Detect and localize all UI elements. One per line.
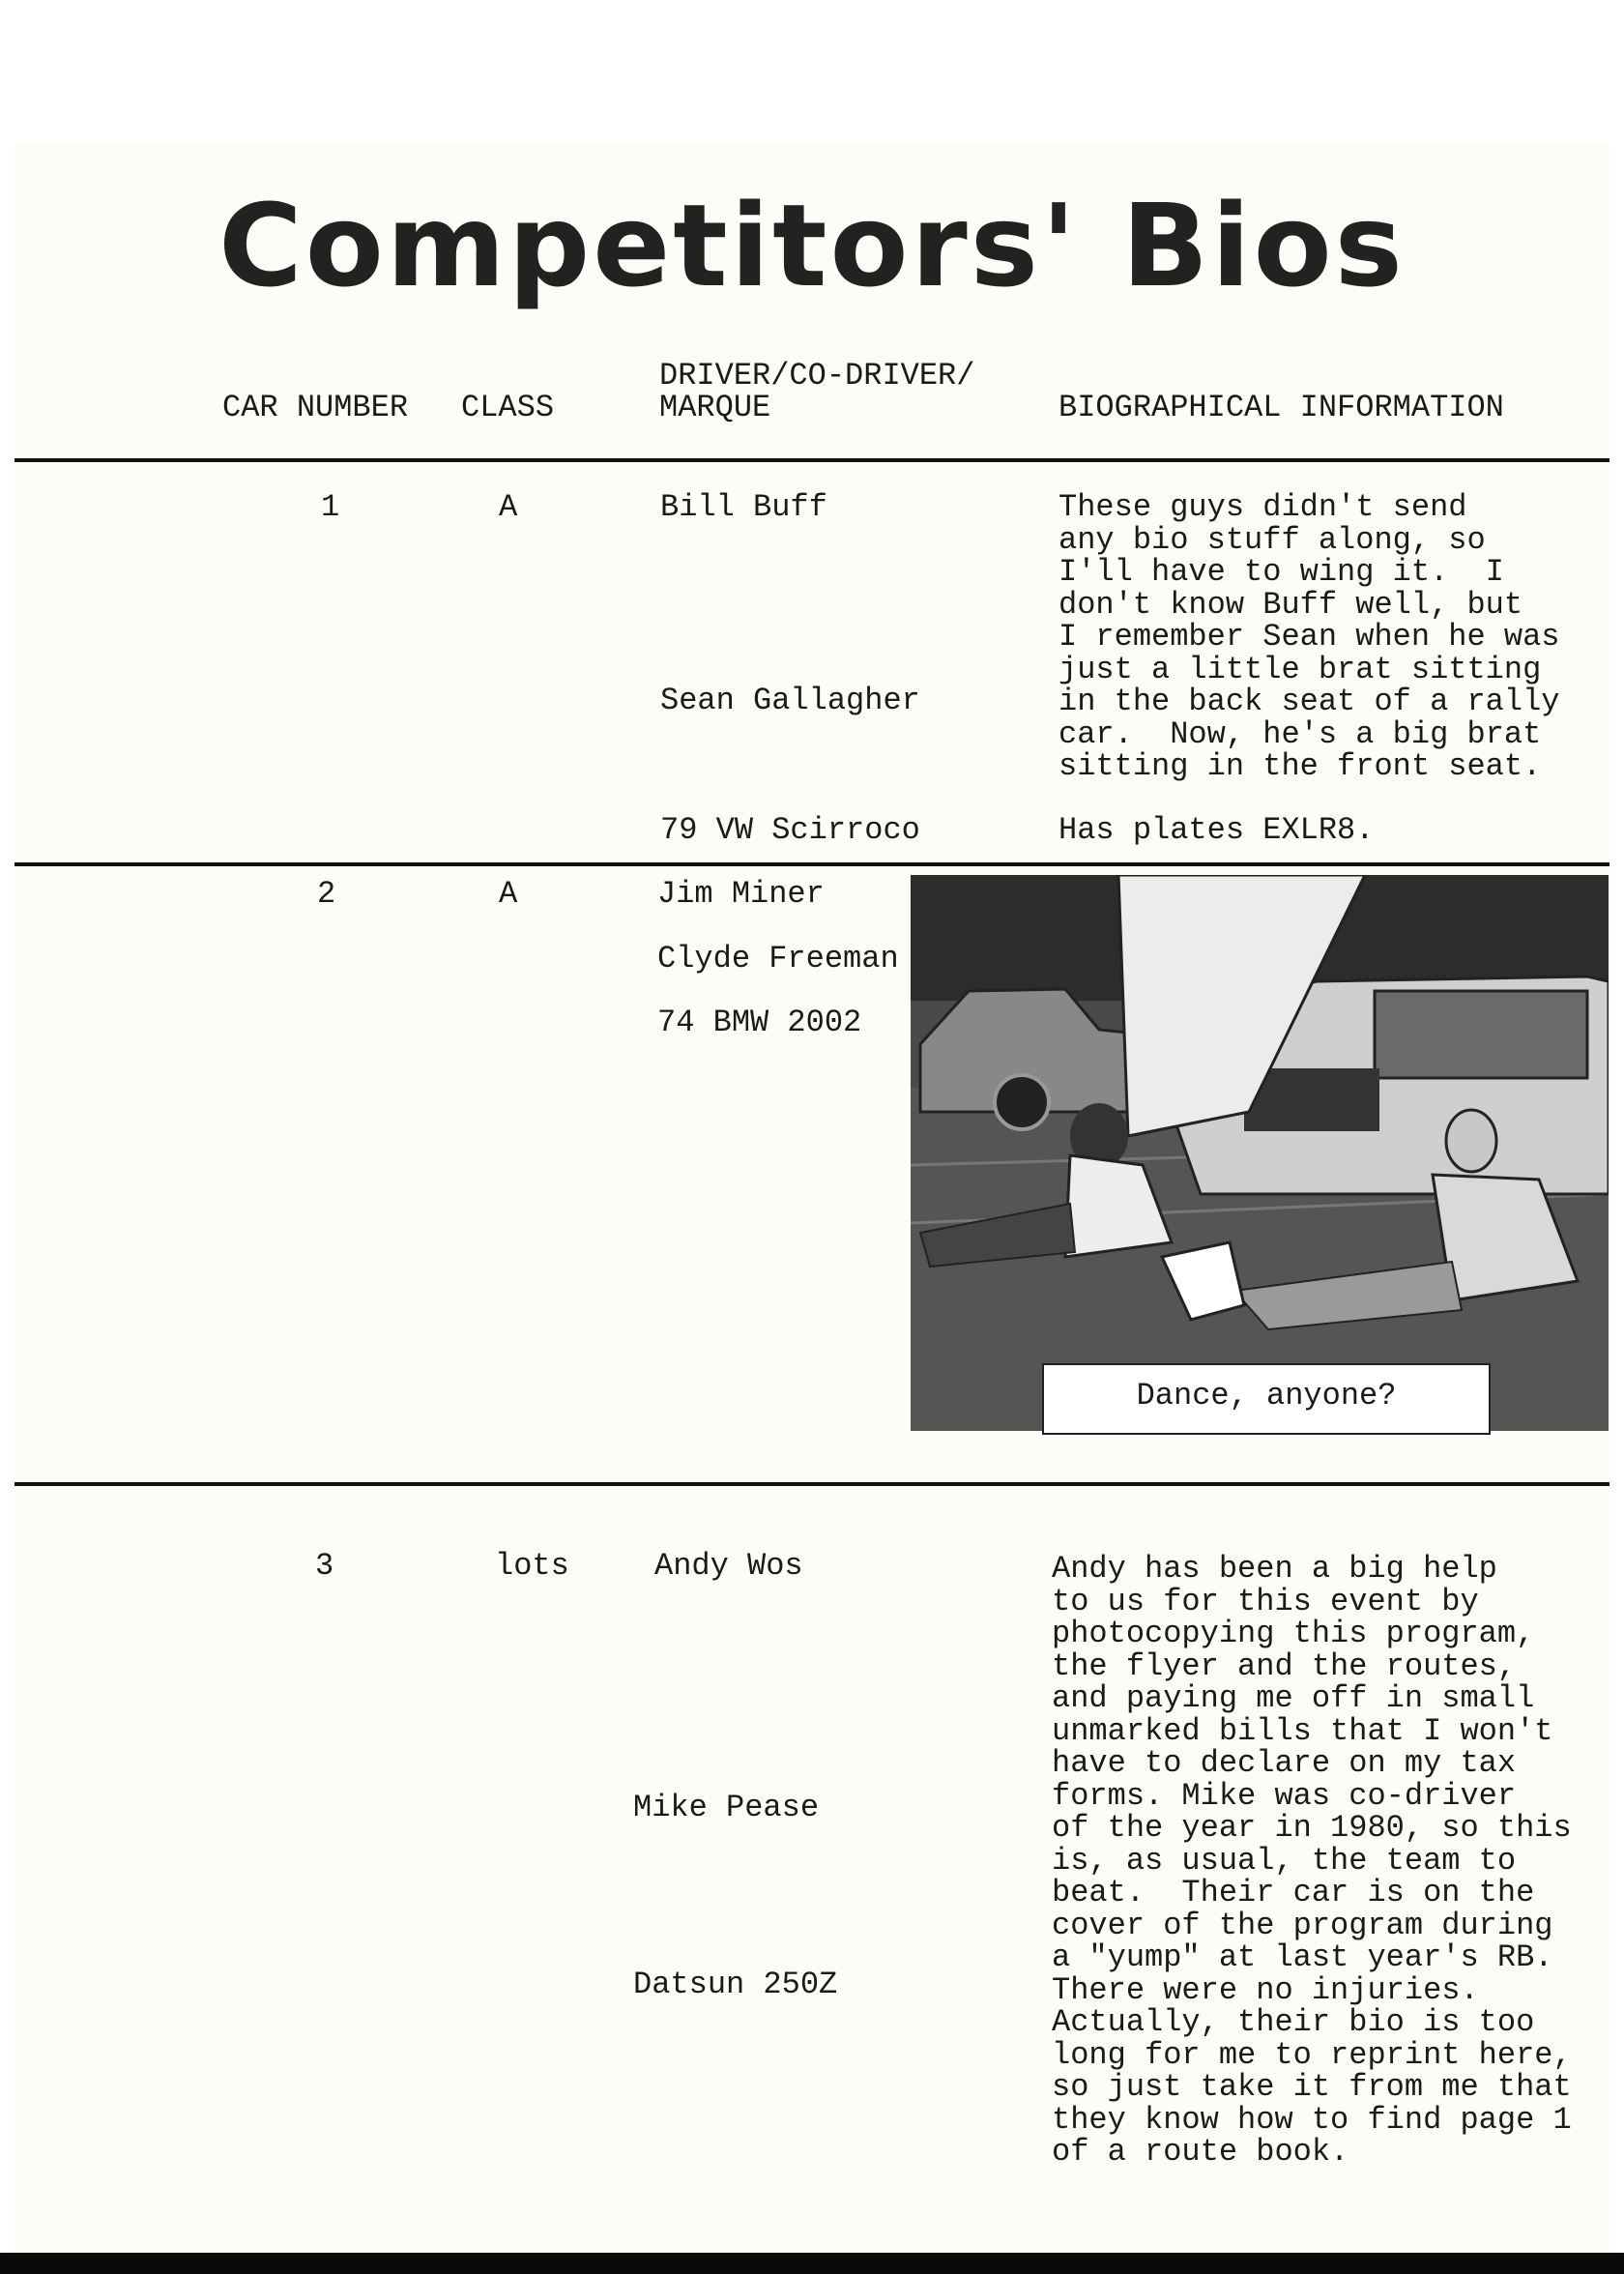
co-driver-3: Mike Pease xyxy=(633,1790,820,1825)
bio-1: These guys didn't send any bio stuff along, so I'll have to wing it. I don't know Buff well, but I remember Sean when he was just a little brat sitting in the back seat of a rally car. Now, he's a big brat sitting in the front seat. xyxy=(1058,489,1560,784)
bio-1-plates: Has plates EXLR8. xyxy=(1058,812,1375,848)
marque-1: 79 VW Scirroco xyxy=(660,812,920,848)
co-driver-2: Clyde Freeman xyxy=(657,941,899,977)
driver-3: Andy Wos xyxy=(654,1548,803,1584)
page-title: Competitors' Bios xyxy=(218,179,1406,312)
marque-2: 74 BMW 2002 xyxy=(657,1005,862,1040)
driver-1: Bill Buff xyxy=(660,489,827,525)
driver-2: Jim Miner xyxy=(657,876,825,912)
header-car-number: CAR NUMBER xyxy=(222,390,409,425)
co-driver-1: Sean Gallagher xyxy=(660,683,920,718)
car-number-2: 2 xyxy=(317,876,336,912)
class-3: lots xyxy=(495,1548,569,1584)
bio-3: Andy has been a big help to us for this event by photocopying this program, the flyer and the routes, and paying me off in small unmarked bills that I won't have to declare on my tax forms. Mike was co-driver of the year in 1980, so this is, as usual, the team to beat. Their car is on the cover of the program during a "yump" at last year's RB. There were no injuries. Actually, their bio is too long for me to reprint here, so just take it from me that they know how to find page 1 of a route book. xyxy=(1052,1551,1572,2170)
car-number-3: 3 xyxy=(315,1548,334,1584)
header-biographical-information: BIOGRAPHICAL INFORMATION xyxy=(1058,390,1504,425)
class-1: A xyxy=(499,489,518,525)
scan-edge xyxy=(0,2253,1624,2274)
marque-3: Datsun 250Z xyxy=(633,1967,838,2002)
photo-caption-box xyxy=(1042,1363,1491,1435)
header-divider xyxy=(14,458,1610,462)
class-2: A xyxy=(499,876,518,912)
team-photo xyxy=(911,875,1609,1431)
header-driver-codriver-marque: DRIVER/CO-DRIVER/ MARQUE xyxy=(659,358,975,425)
entry-divider-2 xyxy=(14,1482,1610,1486)
car-number-1: 1 xyxy=(321,489,340,525)
photo-illustration xyxy=(911,875,1609,1431)
photo-caption: Dance, anyone? xyxy=(1136,1378,1397,1414)
header-class: CLASS xyxy=(461,390,555,425)
entry-divider-1 xyxy=(14,862,1610,866)
